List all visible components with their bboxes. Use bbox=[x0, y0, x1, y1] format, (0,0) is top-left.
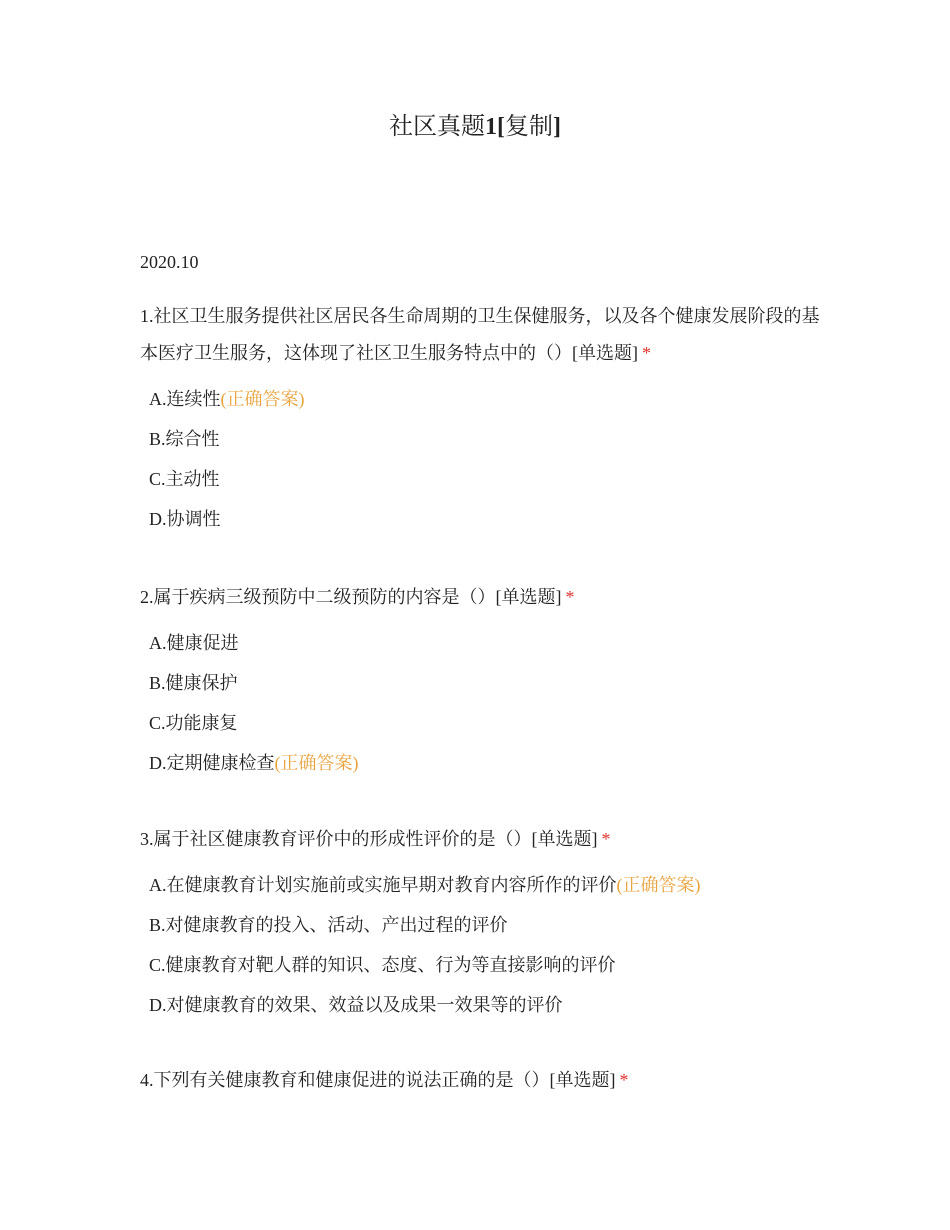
option-list bbox=[149, 865, 820, 1025]
question-text bbox=[140, 1062, 820, 1099]
option-b[interactable] bbox=[149, 905, 820, 945]
question-stem: 2.属于疾病三级预防中二级预防的内容是（）[单选题] bbox=[140, 587, 562, 607]
survey-date: 2020.10 bbox=[140, 252, 199, 272]
correct-answer-tag: (正确答案) bbox=[616, 875, 701, 895]
option-label: A.在健康教育计划实施前或实施早期对教育内容所作的评价 bbox=[149, 875, 617, 895]
option-label: A.连续性 bbox=[149, 389, 221, 409]
option-d[interactable] bbox=[149, 985, 820, 1025]
question-1 bbox=[140, 298, 820, 539]
option-label: B.对健康教育的投入、活动、产出过程的评价 bbox=[149, 915, 508, 935]
option-b[interactable] bbox=[149, 663, 820, 703]
option-list bbox=[149, 379, 820, 539]
question-text bbox=[140, 579, 820, 616]
page-title bbox=[0, 110, 950, 144]
option-label: C.主动性 bbox=[149, 469, 220, 489]
question-text bbox=[140, 821, 820, 858]
correct-answer-tag: (正确答案) bbox=[220, 389, 305, 409]
option-list bbox=[149, 623, 820, 783]
option-label: C.健康教育对靶人群的知识、态度、行为等直接影响的评价 bbox=[149, 955, 616, 975]
question-3 bbox=[140, 821, 820, 1025]
option-label: B.综合性 bbox=[149, 429, 220, 449]
required-mark: * bbox=[619, 1070, 629, 1090]
option-d[interactable] bbox=[149, 743, 820, 783]
option-label: A.健康促进 bbox=[149, 633, 239, 653]
option-label: D.对健康教育的效果、效益以及成果一效果等的评价 bbox=[149, 995, 563, 1015]
question-text bbox=[140, 298, 820, 372]
option-c[interactable] bbox=[149, 703, 820, 743]
option-a[interactable] bbox=[149, 379, 820, 419]
required-mark: * bbox=[565, 587, 575, 607]
question-stem: 1.社区卫生服务提供社区居民各生命周期的卫生保健服务，以及各个健康发展阶段的基本医疗卫生服务，这体现了社区卫生服务特点中的（）[单选题] bbox=[140, 306, 820, 363]
title-copy-text: 复制 bbox=[505, 114, 553, 140]
option-label: B.健康保护 bbox=[149, 673, 238, 693]
title-bracket: ] bbox=[553, 114, 561, 140]
option-d[interactable] bbox=[149, 499, 820, 539]
title-text: 社区真题 bbox=[389, 114, 485, 140]
required-mark: * bbox=[601, 829, 611, 849]
title-number: 1[ bbox=[485, 114, 505, 140]
option-b[interactable] bbox=[149, 419, 820, 459]
option-a[interactable] bbox=[149, 865, 820, 905]
correct-answer-tag: (正确答案) bbox=[274, 753, 359, 773]
option-a[interactable] bbox=[149, 623, 820, 663]
option-label: D.定期健康检查 bbox=[149, 753, 275, 773]
option-label: D.协调性 bbox=[149, 509, 221, 529]
question-4 bbox=[140, 1062, 820, 1099]
question-stem: 3.属于社区健康教育评价中的形成性评价的是（）[单选题] bbox=[140, 829, 598, 849]
option-c[interactable] bbox=[149, 459, 820, 499]
option-label: C.功能康复 bbox=[149, 713, 238, 733]
question-stem: 4.下列有关健康教育和健康促进的说法正确的是（）[单选题] bbox=[140, 1070, 616, 1090]
question-2 bbox=[140, 579, 820, 783]
required-mark: * bbox=[642, 343, 651, 363]
option-c[interactable] bbox=[149, 945, 820, 985]
